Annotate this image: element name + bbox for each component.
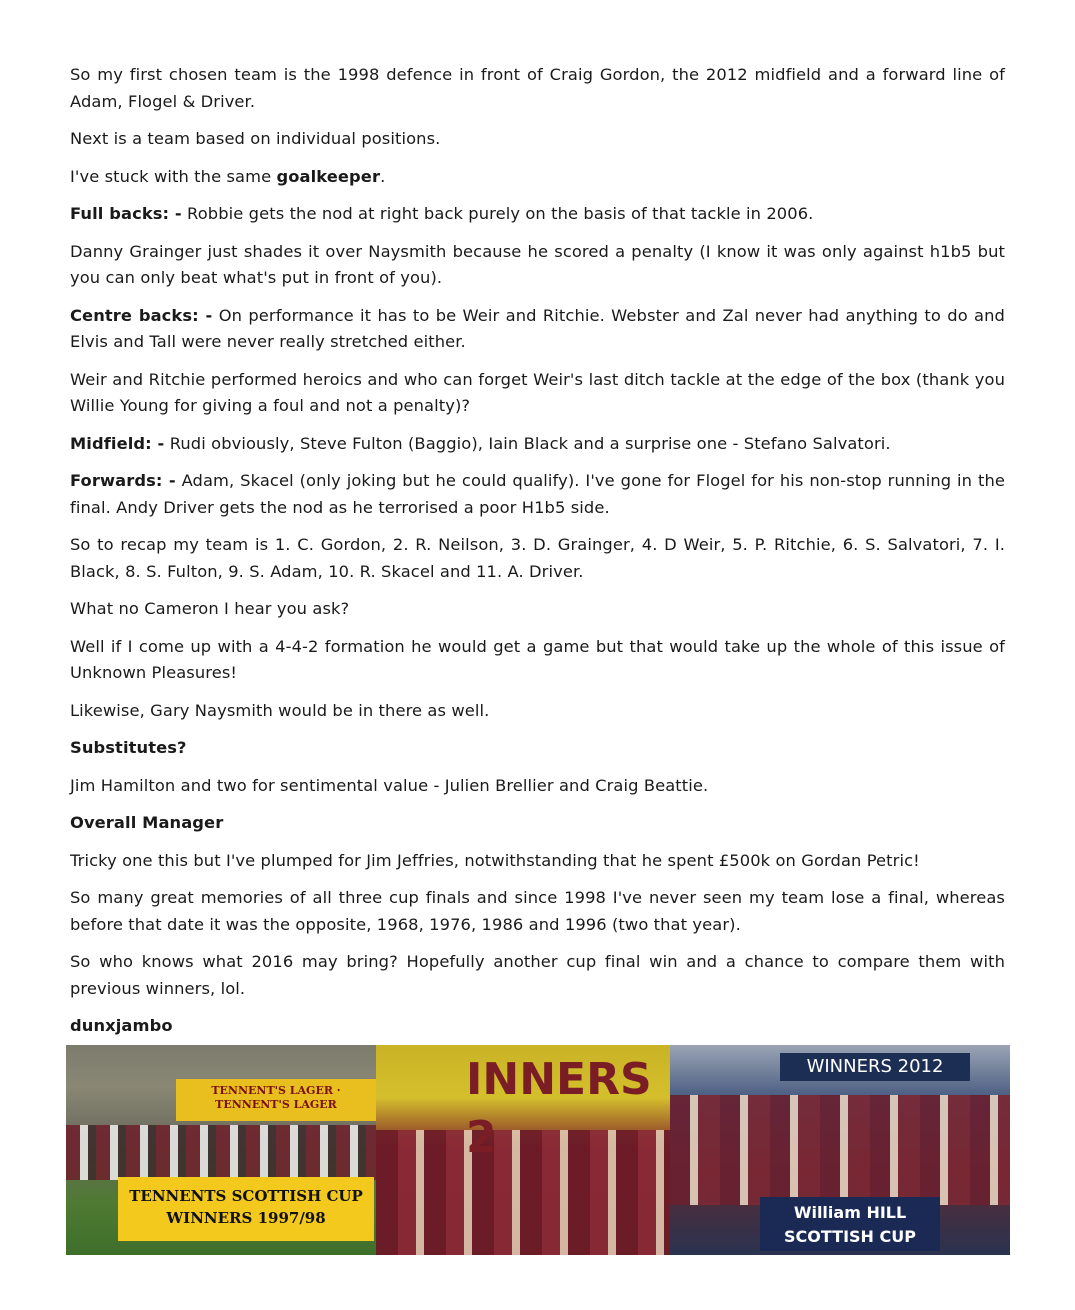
paragraph-midfield: Midfield: - Rudi obviously, Steve Fulton (Baggio), Iain Black and a surprise one - Stefano Salvatori. bbox=[70, 433, 891, 453]
paragraph-goalkeeper: I've stuck with the same goalkeeper. bbox=[70, 166, 386, 186]
paragraph-full-backs: Full backs: - Robbie gets the nod at right back purely on the basis of that tackle in 2006. bbox=[70, 204, 814, 223]
winners-banner-2012: WINNERS 2012 bbox=[780, 1053, 970, 1081]
photo-2012-cup-winners bbox=[670, 1045, 1010, 1255]
author-signature: dunxjambo bbox=[70, 1016, 173, 1035]
photo-2006-cup-winners bbox=[376, 1045, 672, 1255]
paragraph-manager: Tricky one this but I've plumped for Jim Jeffries, notwithstanding that he spent £500k on Gordan Petric! bbox=[70, 850, 920, 870]
team-group bbox=[376, 1130, 672, 1255]
paragraph-cameron: What no Cameron I hear you ask? bbox=[70, 599, 350, 618]
paragraph-centre-backs: Centre backs: - On performance it has to be Weir and Ritchie. Webster and Zal never had anything to do and Elvis and Tall were never really stretched either. bbox=[70, 305, 1005, 351]
heading-substitutes: Substitutes? bbox=[70, 738, 187, 757]
paragraph-substitutes: Jim Hamilton and two for sentimental value - Julien Brellier and Craig Beattie. bbox=[70, 775, 709, 795]
scottish-cup-board: William HILL SCOTTISH CUP bbox=[760, 1197, 940, 1251]
paragraph-formation: Well if I come up with a 4-4-2 formation he would get a game but that would take up the whole of this issue of Unknown Pleasures! bbox=[70, 636, 1005, 682]
winners-banner-2006: INNERS 2 bbox=[466, 1054, 652, 1163]
paragraph-next-team: Next is a team based on individual positions. bbox=[70, 129, 441, 148]
paragraph-heroics: Weir and Ritchie performed heroics and who can forget Weir's last ditch tackle at the edge of the box (thank you Willie Young for giving a foul and not a penalty)? bbox=[70, 369, 1005, 415]
paragraph-naysmith: Likewise, Gary Naysmith would be in there as well. bbox=[70, 700, 490, 720]
paragraph-grainger: Danny Grainger just shades it over Naysmith because he scored a penalty (I know it was only against h1b5 but you can only beat what's put in front of you). bbox=[70, 241, 1005, 287]
tennents-lager-sign: TENNENT'S LAGER · TENNENT'S LAGER bbox=[176, 1079, 376, 1121]
team-group bbox=[670, 1095, 1010, 1205]
team-group bbox=[66, 1125, 378, 1180]
paragraph-intro: So my first chosen team is the 1998 defence in front of Craig Gordon, the 2012 midfield and a forward line of Adam, Flogel & Driver. bbox=[70, 65, 1005, 111]
cup-winners-banner-1998: TENNENTS SCOTTISH CUP WINNERS 1997/98 bbox=[118, 1177, 374, 1241]
photo-1998-cup-winners bbox=[66, 1045, 378, 1255]
paragraph-memories: So many great memories of all three cup finals and since 1998 I've never seen my team lose a final, whereas before that date it was the opposite, 1968, 1976, 1986 and 1996 (two that year). bbox=[70, 888, 1005, 934]
paragraph-2016: So who knows what 2016 may bring? Hopefully another cup final win and a chance to compare them with previous winners, lol. bbox=[70, 952, 1005, 998]
paragraph-forwards: Forwards: - Adam, Skacel (only joking but he could qualify). I've gone for Flogel for his non-stop running in the final. Andy Driver gets the nod as he terrorised a poor H1b5 side. bbox=[70, 471, 1005, 517]
cup-winners-photo-strip bbox=[66, 1045, 1010, 1255]
heading-overall-manager: Overall Manager bbox=[70, 813, 224, 832]
article-body bbox=[70, 62, 1005, 1051]
paragraph-recap: So to recap my team is 1. C. Gordon, 2. R. Neilson, 3. D. Grainger, 4. D Weir, 5. P. Ritchie, 6. S. Salvatori, 7. I. Black, 8. S. Fulton, 9. S. Adam, 10. R. Skacel and 11. A. Driver. bbox=[70, 535, 1005, 581]
